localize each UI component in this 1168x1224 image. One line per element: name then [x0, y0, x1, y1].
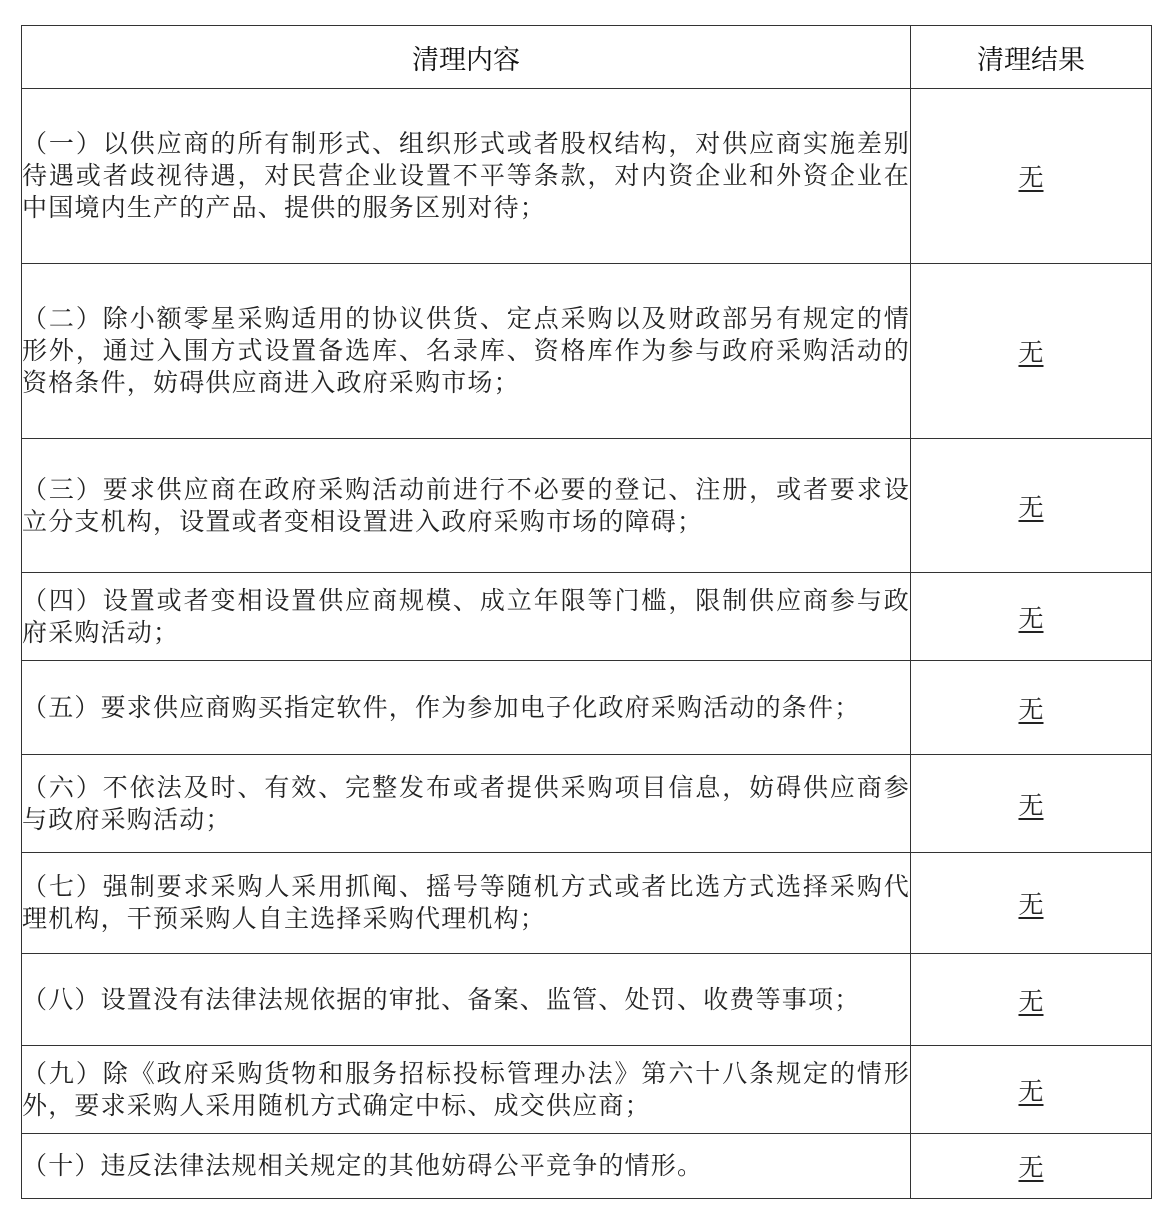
row-result: 无	[1018, 694, 1044, 724]
table-row	[22, 755, 1152, 853]
row-content: （八）设置没有法律法规依据的审批、备案、监管、处罚、收费等事项；	[22, 954, 911, 1046]
row-result-cell	[911, 954, 1152, 1046]
header-content: 清理内容	[22, 26, 911, 89]
row-content: （九）除《政府采购货物和服务招标投标管理办法》第六十八条规定的情形外，要求采购人采用随机方式确定中标、成交供应商；	[22, 1046, 911, 1134]
row-result: 无	[1018, 1076, 1044, 1106]
row-result: 无	[1018, 890, 1044, 919]
row-result-cell	[911, 89, 1152, 264]
table-row	[22, 954, 1152, 1046]
row-result-cell	[911, 755, 1152, 853]
table-row	[22, 89, 1152, 264]
row-result-cell	[911, 1046, 1152, 1134]
row-result-cell	[911, 853, 1152, 954]
row-result-cell	[911, 264, 1152, 439]
table-row	[22, 439, 1152, 573]
row-result: 无	[1018, 986, 1044, 1016]
row-content: （四）设置或者变相设置供应商规模、成立年限等门槛，限制供应商参与政府采购活动；	[22, 573, 911, 661]
row-result-cell	[911, 573, 1152, 661]
table-row	[22, 1134, 1152, 1199]
table-row	[22, 1046, 1152, 1134]
row-result-cell	[911, 439, 1152, 573]
table-header-row	[22, 26, 1152, 89]
table-row	[22, 264, 1152, 439]
row-result-cell	[911, 1134, 1152, 1199]
row-result: 无	[1018, 163, 1044, 192]
header-result: 清理结果	[911, 26, 1152, 89]
row-content: （三）要求供应商在政府采购活动前进行不必要的登记、注册，或者要求设立分支机构，设置或者变相设置进入政府采购市场的障碍；	[22, 439, 911, 573]
row-result: 无	[1018, 338, 1044, 367]
row-result: 无	[1018, 790, 1044, 820]
row-content: （七）强制要求采购人采用抓阄、摇号等随机方式或者比选方式选择采购代理机构，干预采购人自主选择采购代理机构；	[22, 853, 911, 954]
row-result-cell	[911, 661, 1152, 755]
row-content: （十）违反法律法规相关规定的其他妨碍公平竞争的情形。	[22, 1134, 911, 1199]
row-result: 无	[1018, 603, 1044, 633]
review-table	[21, 25, 1152, 1199]
row-content: （二）除小额零星采购适用的协议供货、定点采购以及财政部另有规定的情形外，通过入围方式设置备选库、名录库、资格库作为参与政府采购活动的资格条件，妨碍供应商进入政府采购市场；	[22, 264, 911, 439]
table-row	[22, 573, 1152, 661]
row-result: 无	[1018, 492, 1044, 522]
table-row	[22, 853, 1152, 954]
table-row	[22, 661, 1152, 755]
row-content: （一）以供应商的所有制形式、组织形式或者股权结构，对供应商实施差别待遇或者歧视待遇，对民营企业设置不平等条款，对内资企业和外资企业在中国境内生产的产品、提供的服务区别对待；	[22, 89, 911, 264]
row-result: 无	[1018, 1153, 1044, 1182]
row-content: （五）要求供应商购买指定软件，作为参加电子化政府采购活动的条件；	[22, 661, 911, 755]
row-content: （六）不依法及时、有效、完整发布或者提供采购项目信息，妨碍供应商参与政府采购活动；	[22, 755, 911, 853]
